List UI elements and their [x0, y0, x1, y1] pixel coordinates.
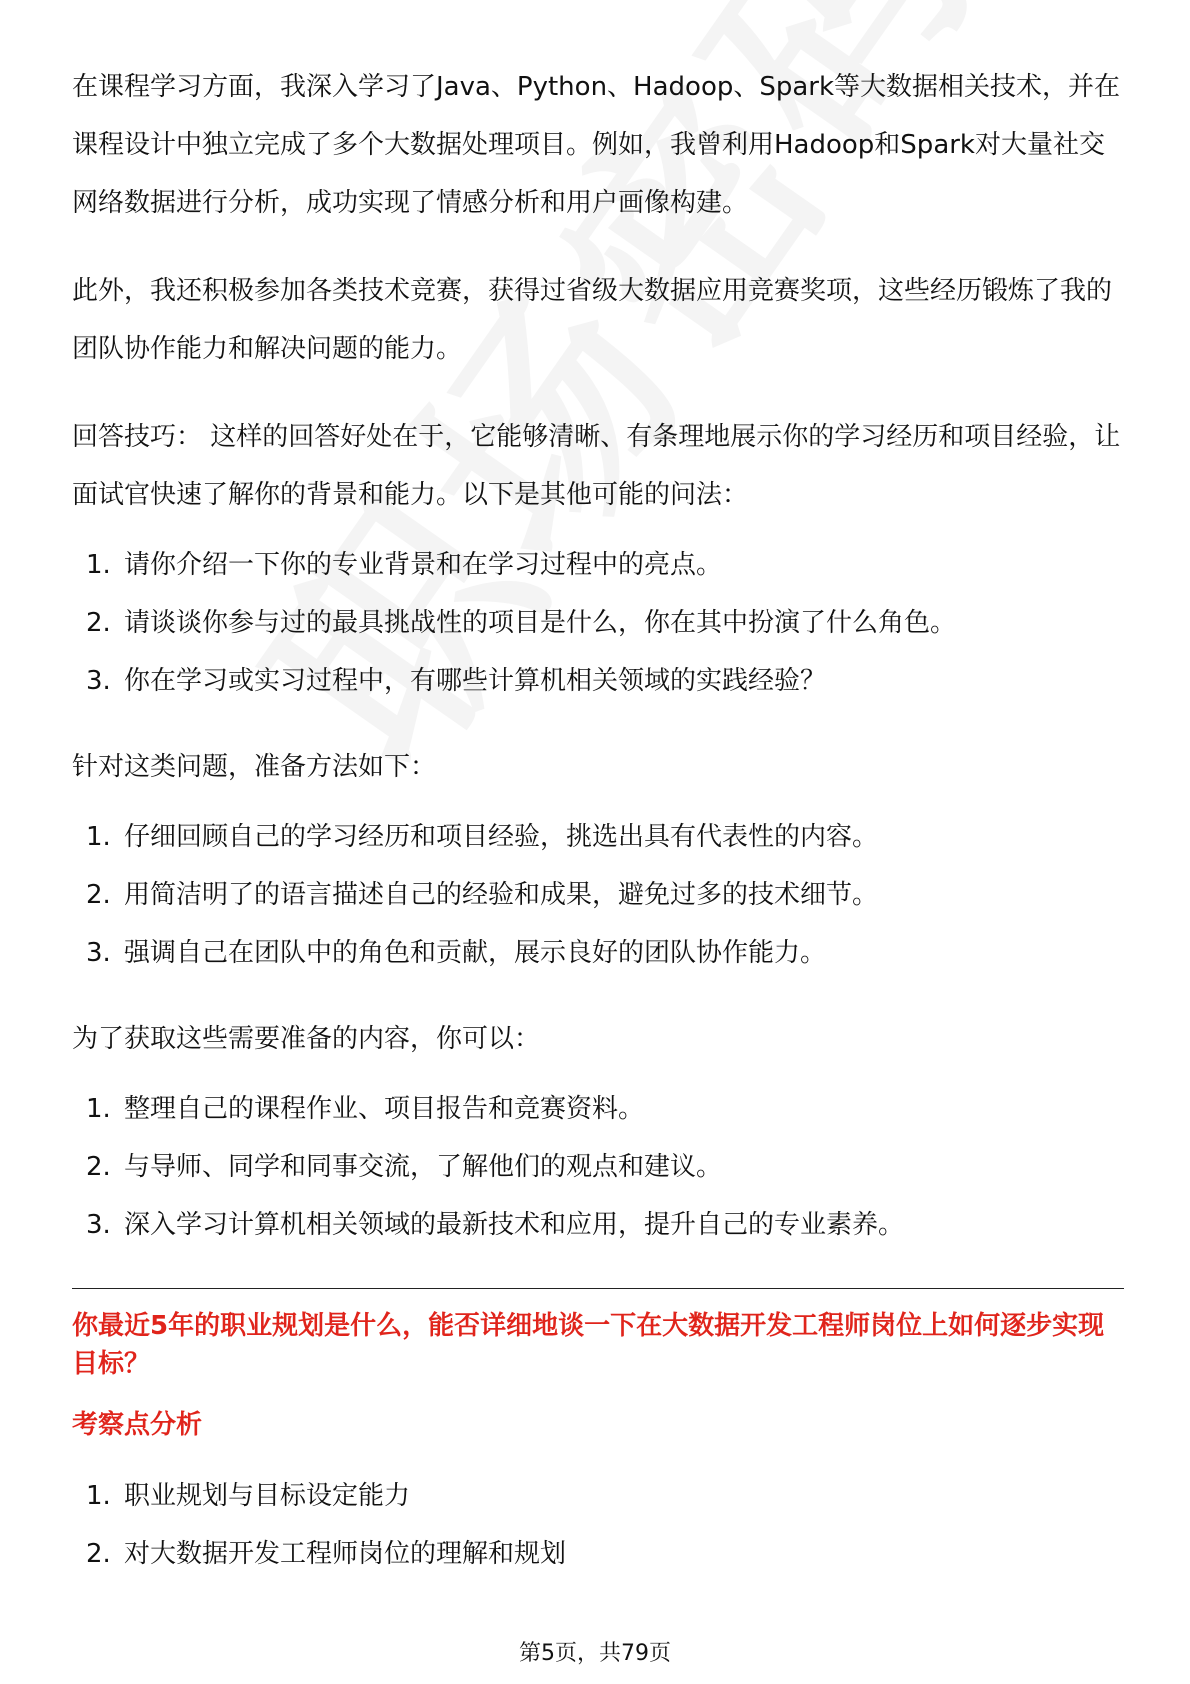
- list-number: 2.: [86, 880, 111, 910]
- list-text: 请你介绍一下你的专业背景和在学习过程中的亮点。: [124, 550, 723, 580]
- list-number: 1.: [86, 1094, 111, 1124]
- list-number: 2.: [86, 1152, 111, 1182]
- page-number: 第5页，共79页: [519, 1641, 671, 1666]
- list-number: 2.: [86, 608, 111, 638]
- list-number: 3.: [86, 1210, 111, 1240]
- list-item: [72, 808, 1124, 866]
- list-item: [72, 866, 1124, 924]
- list-text: 深入学习计算机相关领域的最新技术和应用，提升自己的专业素养。: [124, 1210, 905, 1240]
- list-text: 强调自己在团队中的角色和贡献，展示良好的团队协作能力。: [124, 938, 827, 968]
- list-number: 1.: [86, 1481, 111, 1511]
- analysis-points-list: [72, 1467, 1124, 1583]
- list-item: [72, 536, 1124, 594]
- list-text: 用简洁明了的语言描述自己的经验和成果，避免过多的技术细节。: [124, 880, 879, 910]
- question-heading: 你最近5年的职业规划是什么，能否详细地谈一下在大数据开发工程师岗位上如何逐步实现目标？: [72, 1311, 1105, 1379]
- list-text: 你在学习或实习过程中，有哪些计算机相关领域的实践经验？: [124, 666, 827, 696]
- gather-content-list: [72, 1080, 1124, 1254]
- list-number: 2.: [86, 1539, 111, 1569]
- paragraph-course-study: 在课程学习方面，我深入学习了Java、Python、Hadoop、Spark等大数据相关技术，并在课程设计中独立完成了多个大数据处理项目。例如，我曾利用Hadoop和Spark对大量社交网络数据进行分析，成功实现了情感分析和用户画像构建。: [72, 72, 1121, 218]
- paragraph-gather-intro: 为了获取这些需要准备的内容，你可以：: [72, 1024, 541, 1054]
- document-body: [72, 58, 1124, 1583]
- list-text: 对大数据开发工程师岗位的理解和规划: [124, 1539, 567, 1569]
- list-item: [72, 1080, 1124, 1138]
- alternate-questions-list: [72, 536, 1124, 710]
- paragraph-answer-tips: 回答技巧： 这样的回答好处在于，它能够清晰、有条理地展示你的学习经历和项目经验，让面试官快速了解你的背景和能力。以下是其他可能的问法：: [72, 422, 1121, 510]
- list-text: 与导师、同学和同事交流，了解他们的观点和建议。: [124, 1152, 723, 1182]
- section-divider: [72, 1288, 1124, 1289]
- list-item: [72, 1525, 1124, 1583]
- list-item: [72, 924, 1124, 982]
- list-text: 职业规划与目标设定能力: [124, 1481, 411, 1511]
- section-title: 考察点分析: [72, 1410, 203, 1440]
- prep-methods-list: [72, 808, 1124, 982]
- list-number: 1.: [86, 822, 111, 852]
- list-text: 仔细回顾自己的学习经历和项目经验，挑选出具有代表性的内容。: [124, 822, 879, 852]
- paragraph-competitions: 此外，我还积极参加各类技术竞赛，获得过省级大数据应用竞赛奖项，这些经历锻炼了我的团队协作能力和解决问题的能力。: [72, 276, 1113, 364]
- paragraph-prep-intro: 针对这类问题，准备方法如下：: [72, 752, 437, 782]
- list-number: 1.: [86, 550, 111, 580]
- list-text: 整理自己的课程作业、项目报告和竞赛资料。: [124, 1094, 645, 1124]
- list-item: [72, 594, 1124, 652]
- list-item: [72, 652, 1124, 710]
- list-text: 请谈谈你参与过的最具挑战性的项目是什么，你在其中扮演了什么角色。: [124, 608, 957, 638]
- list-item: [72, 1467, 1124, 1525]
- list-number: 3.: [86, 666, 111, 696]
- list-number: 3.: [86, 938, 111, 968]
- list-item: [72, 1196, 1124, 1254]
- list-item: [72, 1138, 1124, 1196]
